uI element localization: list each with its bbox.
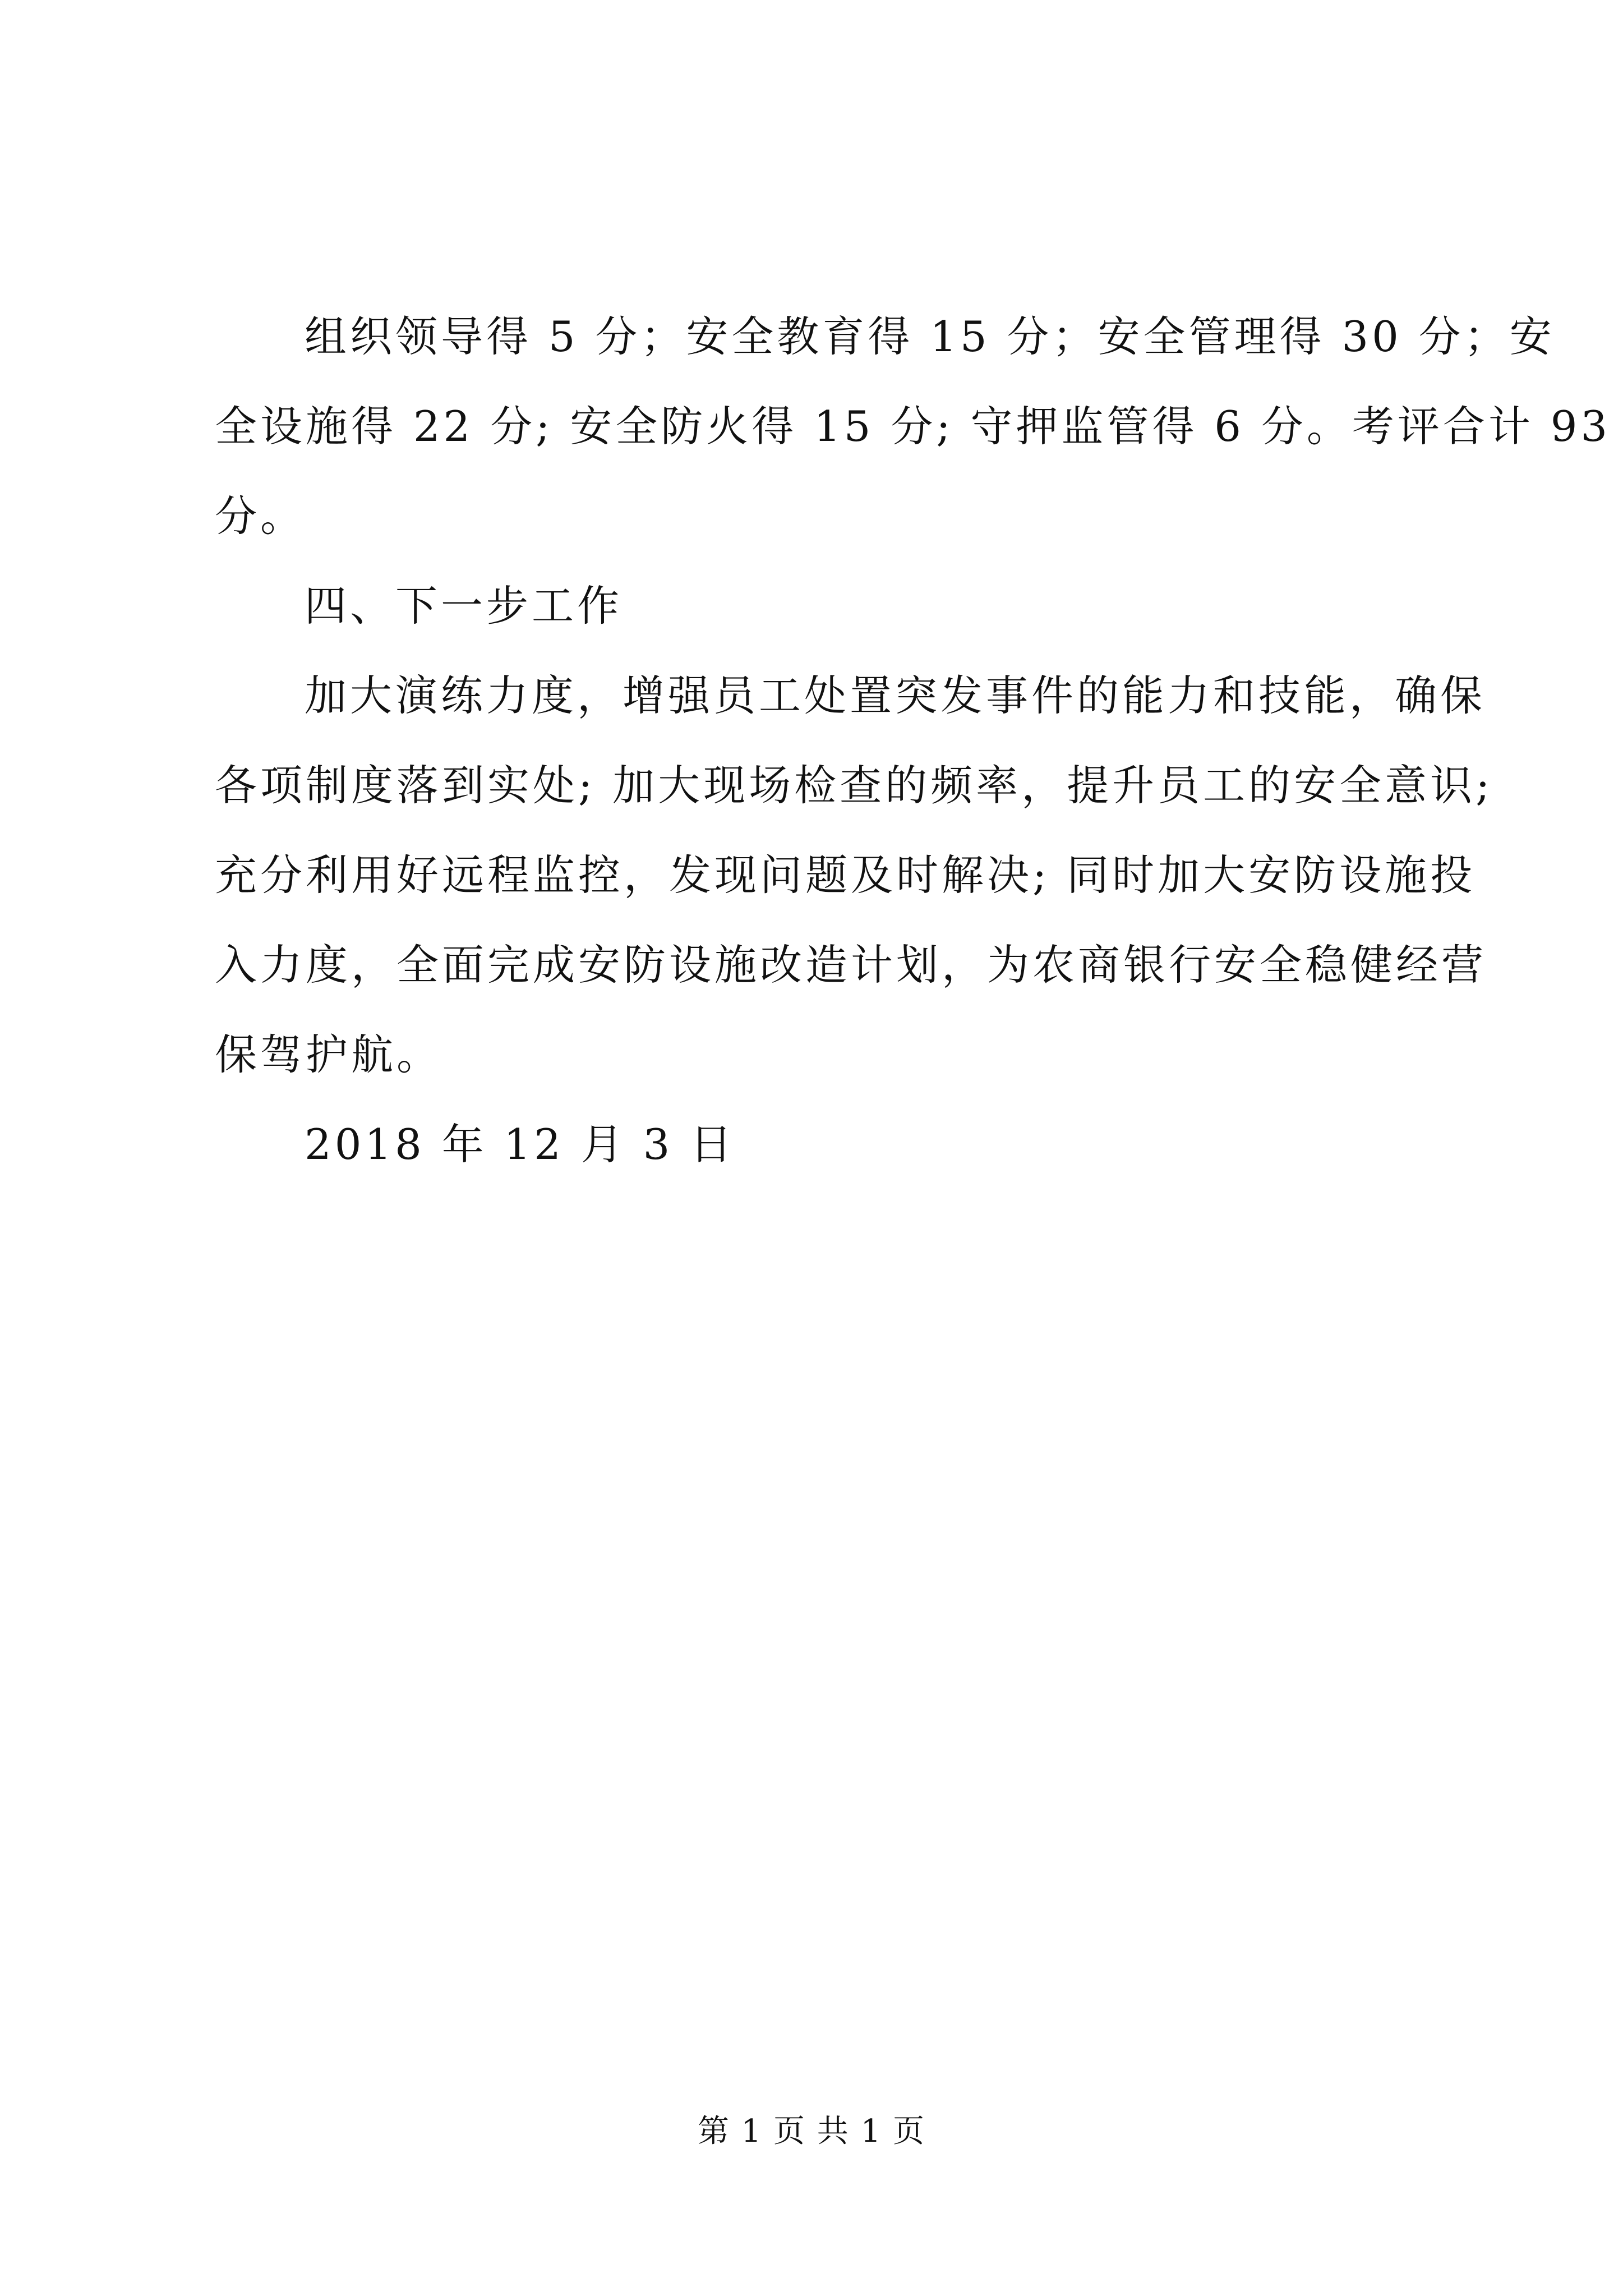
text-line: 加大演练力度，增强员工处置突发事件的能力和技能，确保 [305,671,1486,720]
text-line: 充分利用好远程监控，发现问题及时解决; 同时加大安防设施投 [215,850,1476,900]
paragraph-next-steps [215,651,1493,1099]
document-date: 2018 年 12 月 3 日 [305,1120,736,1169]
page-footer: 第 1 页 共 1 页 [697,2113,926,2150]
text-line: 组织领导得 5 分；安全教育得 15 分；安全管理得 30 分；安 [305,312,1555,361]
text-line: 分。 [215,491,306,541]
text-line: 各项制度落到实处; 加大现场检查的频率，提升员工的安全意识; [215,761,1493,810]
document-body [215,292,1611,1189]
text-line: 入力度，全面完成安防设施改造计划，为农商银行安全稳健经营 [215,940,1487,990]
paragraph-scores [215,292,1611,561]
text-line: 全设施得 22 分; 安全防火得 15 分; 守押监管得 6 分。考评合计 93 [215,402,1611,451]
section-heading: 四、下一步工作 [305,581,623,631]
text-line: 保驾护航。 [215,1030,442,1079]
